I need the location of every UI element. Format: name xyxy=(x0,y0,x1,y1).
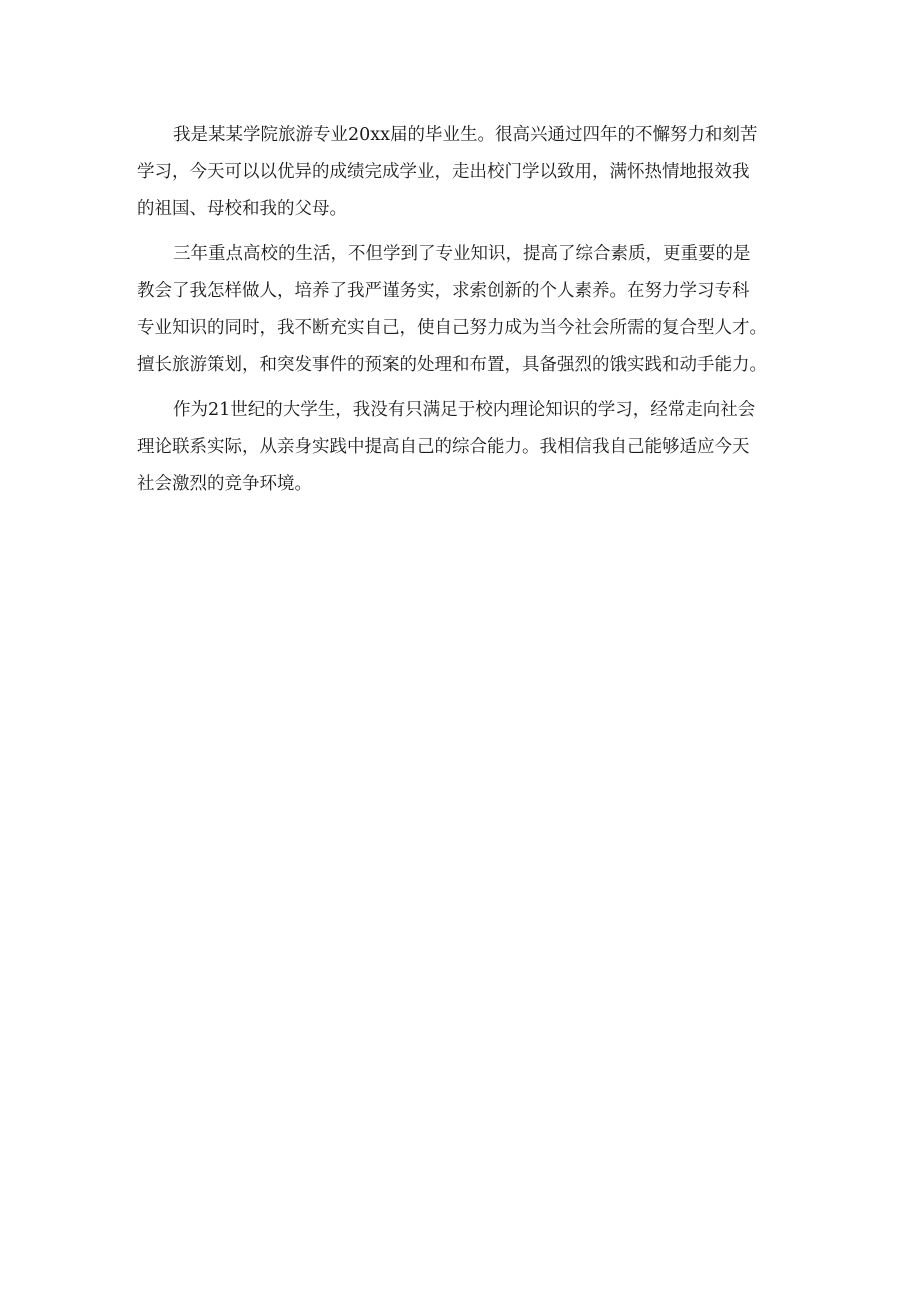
document-body xyxy=(137,117,807,511)
paragraph-line: 学习，今天可以以优异的成绩完成学业，走出校门学以致用，满怀热情地报效我 xyxy=(137,162,750,182)
paragraph-2 xyxy=(137,236,807,384)
paragraph-line: 作为21世纪的大学生，我没有只满足于校内理论知识的学习，经常走向社会 xyxy=(173,400,756,420)
paragraph-1 xyxy=(137,117,807,228)
paragraph-line: 三年重点高校的生活，不但学到了专业知识，提高了综合素质，更重要的是 xyxy=(173,244,751,264)
paragraph-line: 专业知识的同时，我不断充实自己，使自己努力成为当今社会所需的复合型人才。 xyxy=(137,318,767,338)
paragraph-line: 的祖国、母校和我的父母。 xyxy=(137,199,347,219)
paragraph-line: 社会激烈的竞争环境。 xyxy=(137,474,312,494)
paragraph-line: 我是某某学院旅游专业20xx届的毕业生。很高兴通过四年的不懈努力和刻苦 xyxy=(173,125,758,145)
paragraph-line: 擅长旅游策划，和突发事件的预案的处理和布置，具备强烈的饿实践和动手能力。 xyxy=(137,355,767,375)
paragraph-3 xyxy=(137,392,807,503)
paragraph-line: 教会了我怎样做人，培养了我严谨务实，求索创新的个人素养。在努力学习专科 xyxy=(137,281,750,301)
paragraph-line: 理论联系实际，从亲身实践中提高自己的综合能力。我相信我自己能够适应今天 xyxy=(137,437,750,457)
